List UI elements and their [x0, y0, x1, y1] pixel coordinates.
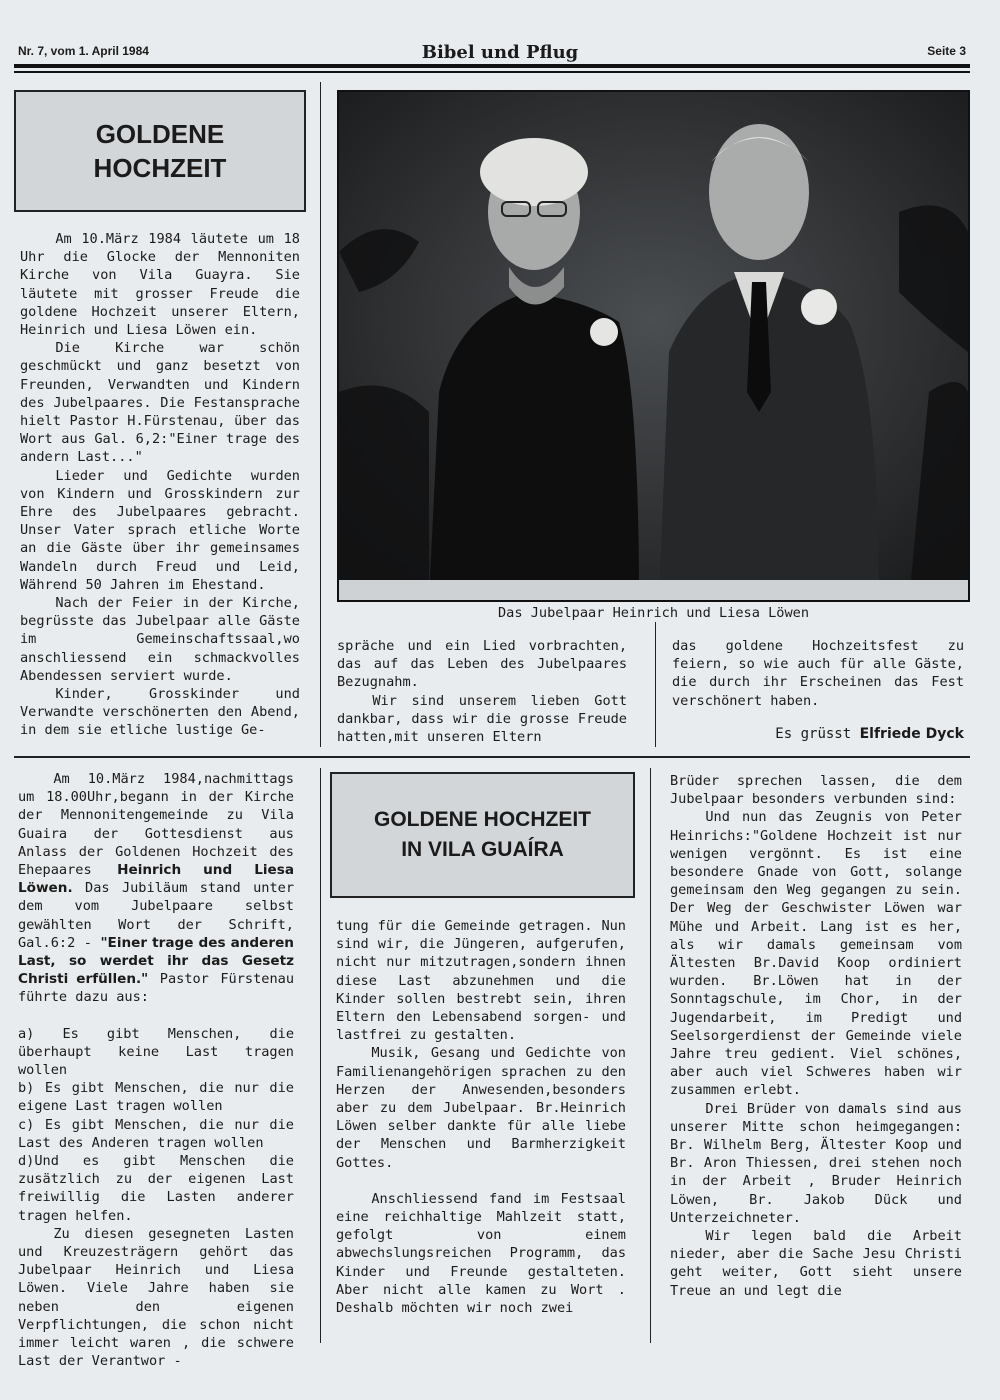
- couple-photo-image: [339, 92, 968, 600]
- photo-caption: Das Jubelpaar Heinrich und Liesa Löwen: [498, 605, 809, 621]
- spacer: [336, 1172, 626, 1190]
- article2-intro: Am 10.März 1984,nachmittags um 18.00Uhr,begann in der Kirche der Mennonitengemeinde zu Vila Guaira der Gottesdienst aus Anlass der Goldenen Hochzeit des Ehepaares: [18, 771, 294, 879]
- article2-list-item: b) Es gibt Menschen, die nur die eigene Last tragen wollen: [18, 1080, 294, 1115]
- article1-paragraph: das goldene Hochzeitsfest zu feiern, so wie auch für alle Gäste, die durch ihr Erscheinen das Fest verschönert haben.: [672, 638, 964, 709]
- article1-headline-line1: GOLDENE: [95, 119, 225, 149]
- article2-paragraph: [18, 770, 294, 1007]
- article1-paragraph: Am 10.März 1984 läutete um 18 Uhr die Glocke der Mennoniten Kirche von Vila Guayra. Sie läutete mit grosser Freude die goldene Hochzeit unserer Eltern, Heinrich und Liesa Löwen ein.: [20, 231, 300, 339]
- article1-column1: [20, 230, 300, 740]
- article2-column3: [670, 772, 962, 1300]
- issue-number: Nr. 7, vom 1. April 1984: [18, 44, 149, 58]
- author-name: Elfriede Dyck: [859, 726, 964, 742]
- spacer: [18, 1007, 294, 1025]
- article2-paragraph: tung für die Gemeinde getragen. Nun sind wir, die Jüngeren, aufgerufen, nicht nur mitzutragen,sondern ihnen diese Last abzunehmen und die Kinder sollen bestrebt sein, ihren Eltern den Lebensabend sorgen- und lastfrei zu gestalten.: [336, 918, 626, 1044]
- column-divider: [320, 768, 321, 1343]
- newspaper-title: Bibel und Pflug: [421, 42, 579, 63]
- couple-photo: [337, 90, 970, 602]
- article1-paragraph: Die Kirche war schön geschmückt und ganz besetzt von Freunden, Verwandten und Kindern des Jubelpaares. Die Festansprache hielt Pastor H.Fürstenau, über das Wort aus Gal. 6,2:"Einer trage des andern Last...": [20, 340, 300, 466]
- article1-column2: [337, 637, 627, 746]
- article2-paragraph: Musik, Gesang und Gedichte von Familienangehörigen sprachen zu den Herzen der Anwesenden,besonders aber zu dem Jubelpaar. Br.Heinrich Löwen selber dankte für alle liebe der Menschen und Barmherzigkeit Gottes.: [336, 1045, 626, 1171]
- article1-headline-line2: HOCHZEIT: [93, 153, 227, 183]
- column-divider: [655, 622, 656, 747]
- article2-paragraph: Brüder sprechen lassen, die dem Jubelpaar besonders verbunden sind:: [670, 773, 962, 808]
- article2-column2: [336, 917, 626, 1317]
- article1-signature: [672, 725, 964, 743]
- header-rule: [14, 64, 970, 68]
- article1-paragraph: Wir sind unserem lieben Gott dankbar, dass wir die grosse Freude hatten,mit unseren Eltern: [337, 692, 627, 746]
- article1-paragraph: spräche und ein Lied vorbrachten, das auf das Leben des Jubelpaares Bezugnahm.: [337, 638, 627, 691]
- article2-headline-line1: GOLDENE HOCHZEIT: [373, 808, 591, 831]
- article1-paragraph: Lieder und Gedichte wurden von Kindern und Grosskindern zur Ehre des Jubelpaares gebracht. Unser Vater sprach etliche Worte an die Gäste über ihr gemeinsames Wandeln durch Freud und Leid, Während 50 Jahren im Ehestand.: [20, 467, 300, 593]
- column-divider: [320, 82, 321, 747]
- article1-headline: [14, 90, 306, 212]
- article2-paragraph: Zu diesen gesegneten Lasten und Kreuzesträgern gehört das Jubelpaar Heinrich und Liesa Löwen. Viele Jahre haben sie neben den eigenen Verpflichtungen, die schon nicht immer leicht waren , die schwere Last der Verantwor -: [18, 1225, 294, 1370]
- article2-headline-line2: IN VILA GUAÍRA: [401, 838, 564, 861]
- article2-paragraph: Anschliessend fand im Festsaal eine reichhaltige Mahlzeit statt, gefolgt von einem abwechslungsreichen Programm, das Kinder und Freunde gestalteten. Aber nicht alle kamen zu Wort . Deshalb möchten wir noch zwei: [336, 1190, 626, 1317]
- article2-list-item: a) Es gibt Menschen, die überhaupt keine Last tragen wollen: [18, 1025, 294, 1079]
- article2-bible-quote: "Einer trage des anderen Last, so werdet ihr das Gesetz Christi erfüllen.": [18, 934, 294, 988]
- article2-text: Das Jubiläum stand unter dem vom Jubelpaare selbst gewählten Wort der Schrift, Gal.6:2 -: [18, 880, 295, 951]
- article1-paragraph: Kinder, Grosskinder und Verwandte verschönerten den Abend, in dem sie etliche lustige Ge-: [20, 686, 300, 739]
- article2-headline: [330, 772, 635, 898]
- page-number: Seite 3: [927, 44, 966, 58]
- column-divider: [650, 768, 651, 1343]
- article2-list-item: d)Und es gibt Menschen die zusätzlich zu der eigenen Last freiwillig die Lasten anderer tragen helfen.: [18, 1153, 294, 1224]
- article1-paragraph: Nach der Feier in der Kirche, begrüsste das Jubelpaar alle Gäste im Gemeinschaftssaal,wo anschliessend ein schmackvolles Abendessen serviert wurde.: [20, 595, 300, 684]
- section-divider: [14, 756, 970, 758]
- article2-column1: [18, 770, 294, 1371]
- article2-paragraph: Und nun das Zeugnis von Peter Heinrichs:"Goldene Hochzeit ist nur wenigen vergönnt. Es ist eine besondere Gnade von Gott, solange gemeinsam den Weg gegangen zu sein. Der Weg der Geschwister Löwen war Mühe und Arbeit. Lang ist es her, als wir damals gemeinsam vom Ältesten Br.David Koop ordiniert wurden. Br.Löwen hat in der Sonntagschule, im Chor, in der Jugendarbeit, im Predigt und Seelsorgerdienst der Gemeinde viele Jahre treu gedient. Viel schönes, aber auch viel Schweres haben wir zusammen erlebt.: [670, 809, 962, 1099]
- article2-list-item: c) Es gibt Menschen, die nur die Last des Anderen tragen wollen: [18, 1116, 294, 1151]
- article2-couple-names: Heinrich und Liesa Löwen.: [18, 862, 294, 897]
- article2-text: Pastor Fürstenau führte dazu aus:: [18, 971, 295, 1006]
- header-rule-thin: [14, 71, 970, 73]
- greeting: Es grüsst: [775, 726, 852, 742]
- article2-paragraph: Drei Brüder von damals sind aus unserer Mitte schon heimgegangen: Br. Wilhelm Berg, Ältester Koop und Br. Aron Thiessen, drei stehen noch in der Arbeit , Bruder Heinrich Löwen, Br. Jakob Dück und Unterzeichneter.: [670, 1100, 962, 1226]
- article2-paragraph: Wir legen bald die Arbeit nieder, aber die Sache Jesu Christi geht weiter, Gott sieht unsere Treue an und legt die: [670, 1228, 962, 1299]
- article1-column3: [672, 637, 964, 710]
